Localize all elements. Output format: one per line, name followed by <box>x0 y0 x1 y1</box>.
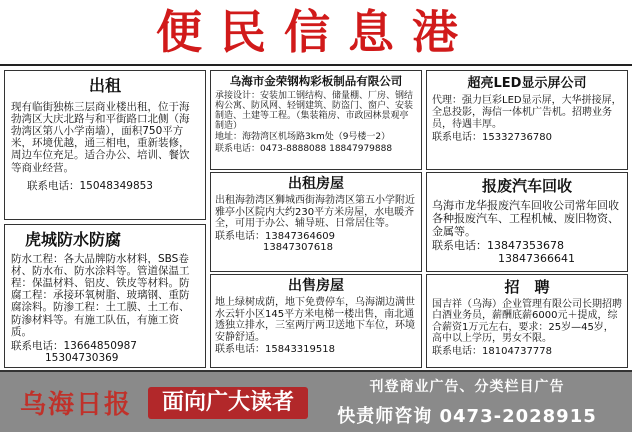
newspaper-logo: 乌海日报 <box>20 390 133 420</box>
ad-contact: 联系电话：0473-8888088 18847979888 <box>215 143 393 154</box>
ad-contact <box>11 340 199 352</box>
phone-2: 13847307618 <box>263 242 333 254</box>
ad-title: 虎城防水防腐 <box>25 230 122 249</box>
footer-slogan: 面向广大读者 <box>148 387 308 419</box>
ad-left-top <box>4 70 206 220</box>
phone-1: 13847364609 <box>265 230 335 242</box>
phone-1: 13664850987 <box>63 340 137 353</box>
ad-right-top <box>426 70 628 170</box>
footer-ad-text: 刊登商业广告、分类栏目广告 <box>369 379 565 395</box>
ad-title: 出租 <box>88 76 121 95</box>
ad-mid-mid <box>210 172 422 272</box>
ad-right-bottom <box>426 274 628 368</box>
ad-address: 地址：海勃湾区机场路3km处（9号楼一2） <box>215 132 391 143</box>
ad-body: 地上绿树成荫，地下免费停车，乌海湖边满世水云轩小区145平方米电梯一楼出售，南北通透独立排水，三室两厅两卫送地下车位，环境安静舒适。 <box>215 297 415 343</box>
ad-body: 承接设计：安装加工钢结构、储量棚、厂房、钢结构公寓、防风网、轻钢建筑、防盗门、窗户、安装制造、土建等工程。（集装箱房、市政园林景观亭制造） <box>215 90 414 132</box>
contact-label: 联系电话： <box>11 340 64 353</box>
ad-contact: 联系电话：15048349853 <box>27 179 153 192</box>
ad-contact: 联系电话：18104737778 <box>432 345 552 357</box>
ad-body: 现有临街独栋三层商业楼出租，位于海勃湾区大庆北路与和平街路口北侧（海勃湾区第八小学南墙），面积750平方米，环境优越，通三相电，重新装修，周边车位充足。适合办公、培训、餐饮等商业经营。 <box>11 100 190 174</box>
ad-body: 防水工程：各大品牌防水材料，SBS卷材、防水布、防水涂料等。管道保温工程：保温材料、铝皮、铁皮等材料。防腐工程：承接环氧树脂、玻璃钢、重防腐涂料。防渗工程：土工膜、土工布、防渗材料等。有施工队伍，有施工资质。 <box>11 252 190 338</box>
ad-title: 出售房屋 <box>288 278 344 294</box>
ad-mid-bottom <box>210 274 422 368</box>
ad-contact: 联系电话：15332736780 <box>432 132 552 144</box>
ad-right-mid <box>426 172 628 272</box>
page-title: 便民信息港 <box>156 5 476 59</box>
phone-1: 13847353678 <box>487 238 564 252</box>
contact-label: 联系电话： <box>215 230 265 242</box>
ad-body: 出租海勃湾区狮城西街海勃湾区第五小学附近雅亭小区院内大约230平方米房屋，水电暖齐全，可用于办公、辅导班、日常居住等。 <box>215 195 415 230</box>
ad-title: 超亮LED显示屏公司 <box>467 76 587 91</box>
footer-hotline: 快责师咨询 0473-2028915 <box>337 406 597 427</box>
ad-left-bottom <box>4 224 206 368</box>
ad-body: 国吉祥（乌海）企业管理有限公司长期招聘白酒业务员，薪酬底薪6000元＋提成，综合薪资1万元左右，要求：25岁—45岁，高中以上学历，男女不限。 <box>432 298 622 345</box>
ad-contact: 联系电话：15843319518 <box>215 344 335 356</box>
ad-contact <box>215 231 417 242</box>
ad-body: 乌海市龙华报废汽车回收公司常年回收各种报废汽车、工程机械、废旧物资、金属等。 <box>432 198 619 238</box>
ad-title: 报废汽车回收 <box>481 177 572 195</box>
phone-2: 13847366641 <box>498 251 575 265</box>
ad-title: 招 聘 <box>504 278 550 296</box>
ad-body: 代理：强力巨彩LED显示屏，大华拼接屏，全息投影，海信一体机广告机。招聘业务员，待遇丰厚。 <box>432 95 622 131</box>
contact-label: 联系电话： <box>432 238 487 252</box>
ad-contact <box>432 239 622 252</box>
phone-2: 15304730369 <box>45 352 119 365</box>
ad-mid-top <box>210 70 422 170</box>
ad-title: 出租房屋 <box>288 176 344 192</box>
ad-title: 乌海市金荣钢构彩板制品有限公司 <box>229 74 403 88</box>
